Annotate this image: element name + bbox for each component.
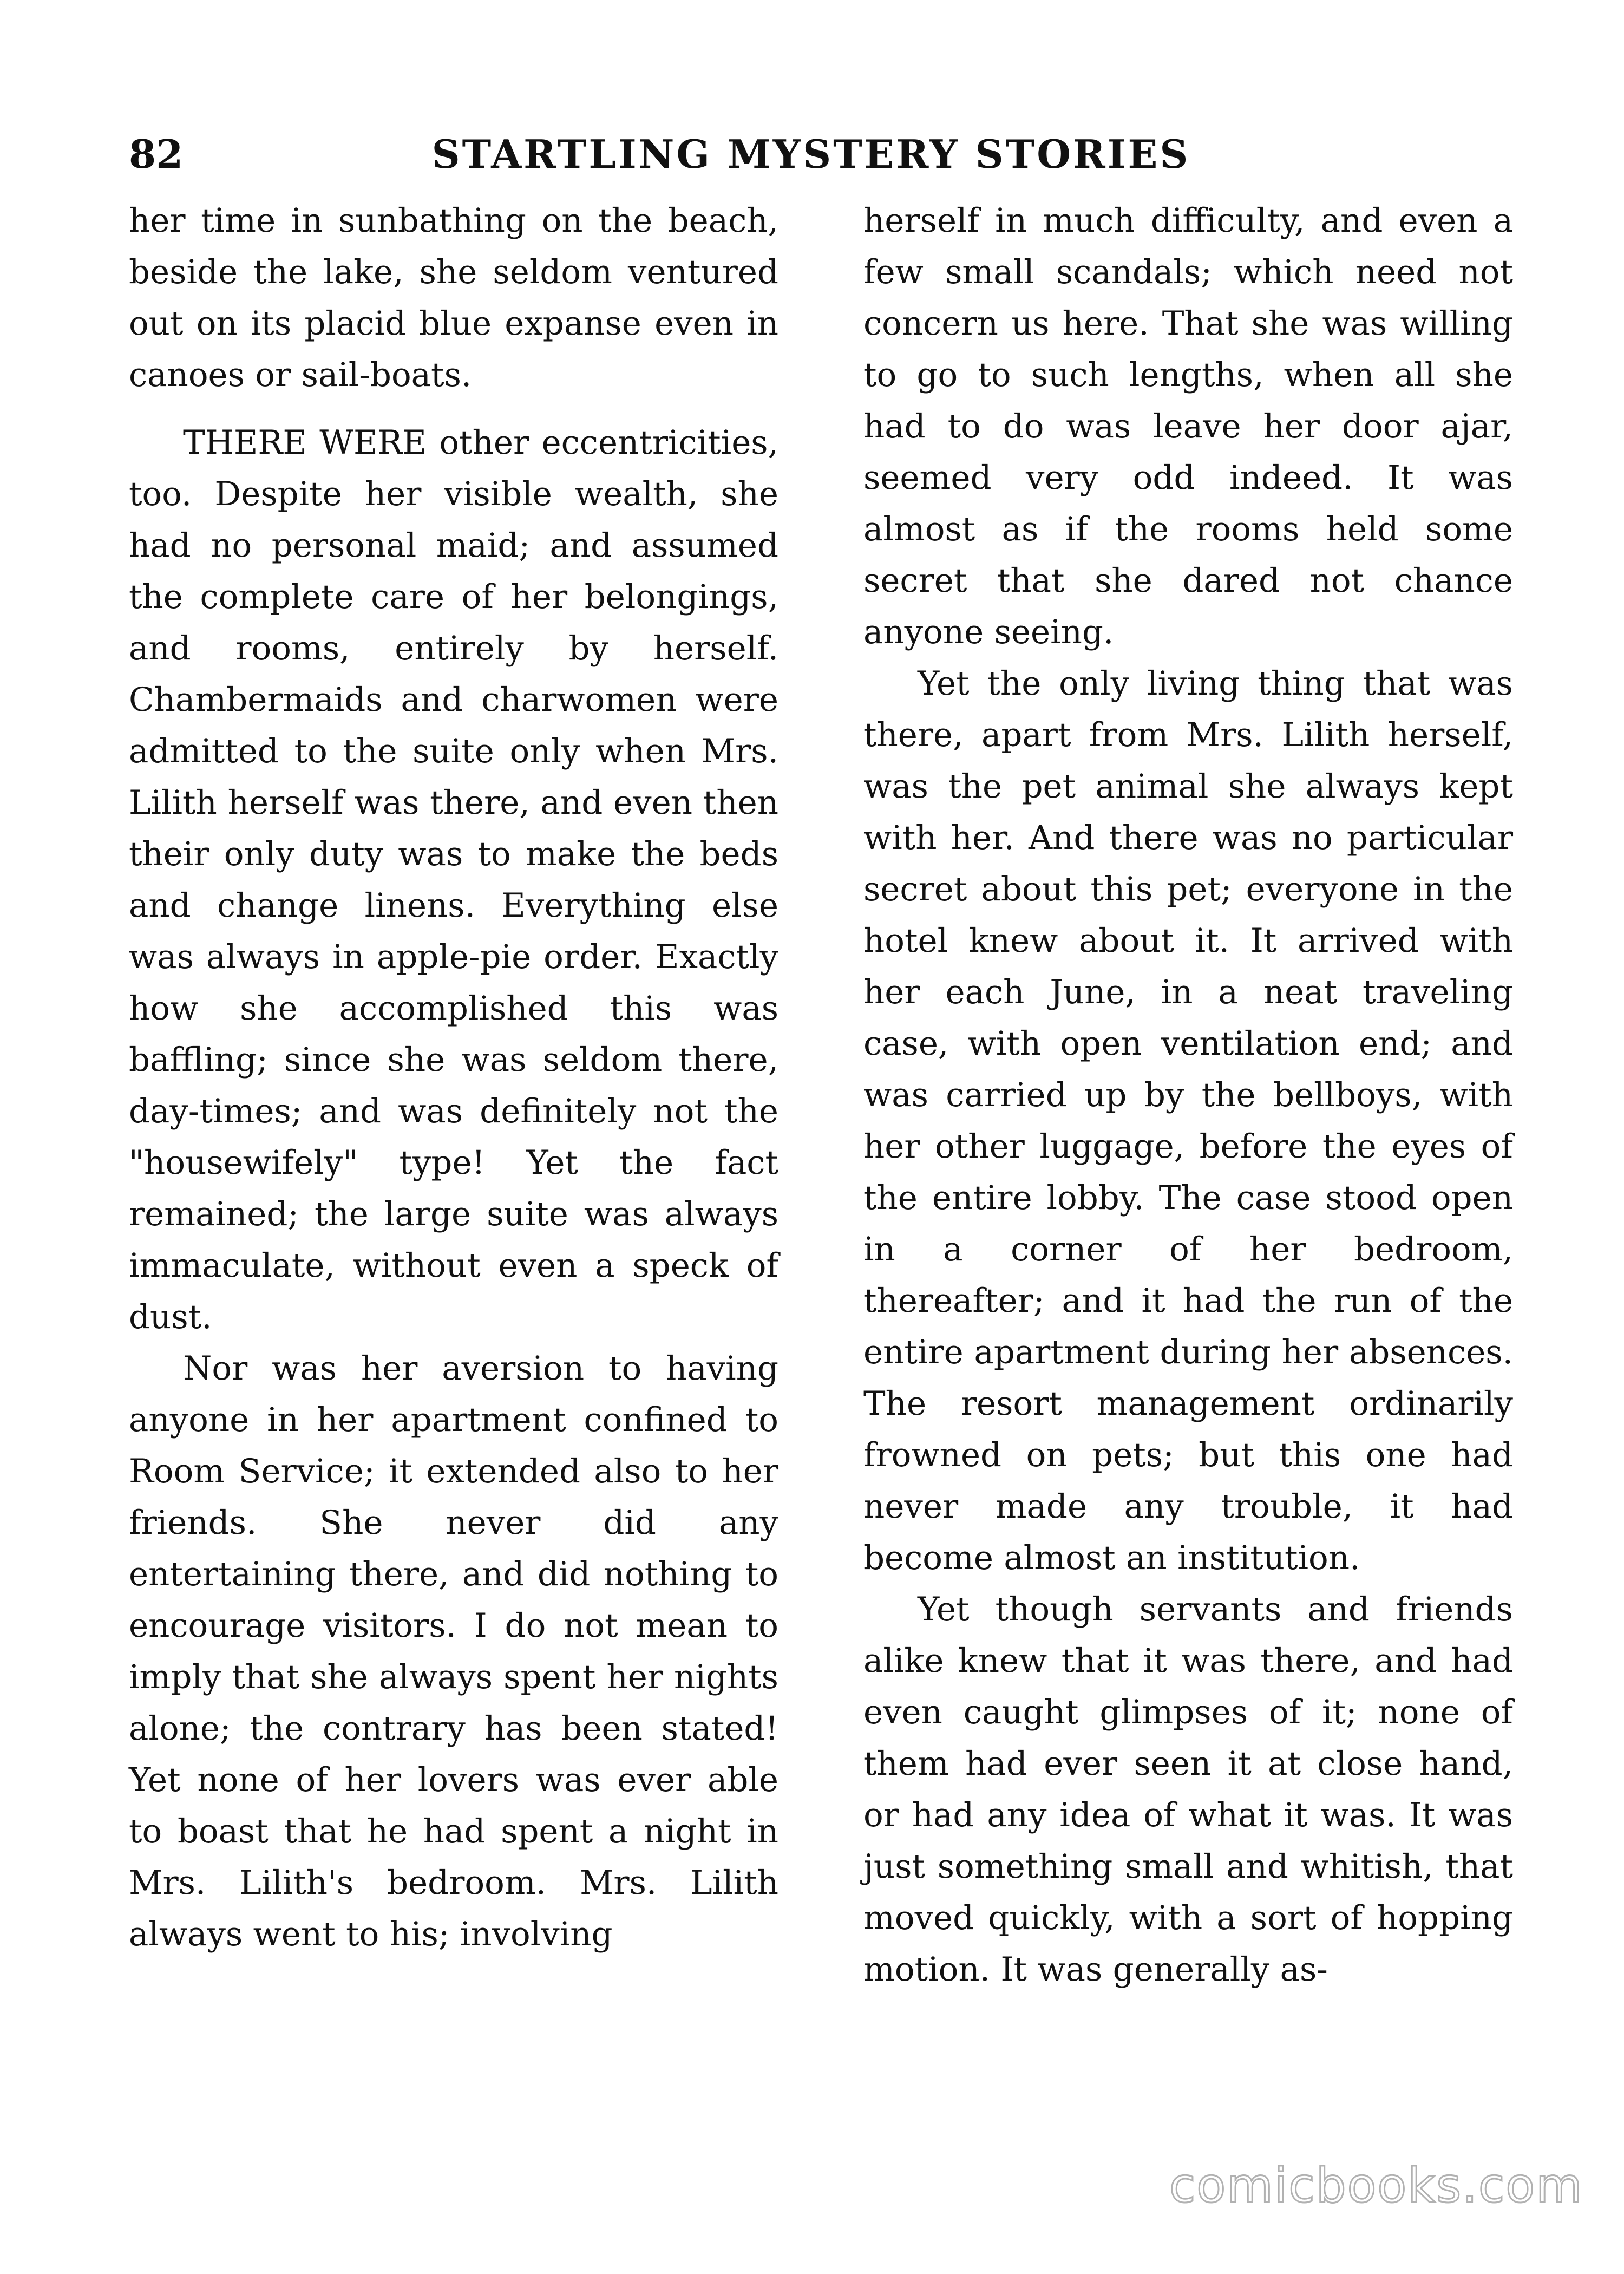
- paragraph: her time in sunbathing on the beach, beside the lake, she seldom ventured out on its placid blue expanse even in canoes or sail-boats.: [129, 201, 778, 394]
- paragraph: herself in much difficulty, and even a few small scandals; which need not concern us here. That she was willing to go to such lengths, when all she had to do was leave her door ajar, seemed very odd indeed. It was almost as if the rooms held some secret that she dared not chance anyone seeing.: [863, 201, 1513, 651]
- right-column: [863, 195, 1513, 1995]
- left-column: [129, 195, 778, 1960]
- paragraph: Nor was her aversion to having anyone in her apartment confined to Room Service; it extended also to her friends. She never did any entertaining there, and did nothing to encourage visitors. I do not mean to imply that she always spent her nights alone; the contrary has been stated! Yet none of her lovers was ever able to boast that he had spent a night in Mrs. Lilith's bedroom. Mrs. Lilith always went to his; involving: [129, 1349, 778, 1953]
- paragraph: Yet though servants and friends alike knew that it was there, and had even caught glimpses of it; none of them had ever seen it at close hand, or had any idea of what it was. It was just something small and whitish, that moved quickly, with a sort of hopping motion. It was generally as-: [863, 1590, 1513, 1989]
- page-number: 82: [129, 131, 184, 177]
- page-header: [129, 127, 1493, 187]
- watermark: comicbooks.com: [1169, 2158, 1583, 2213]
- paragraph: Yet the only living thing that was there, apart from Mrs. Lilith herself, was the pet animal she always kept with her. And there was no particular secret about this pet; everyone in the hotel knew about it. It arrived with her each June, in a neat traveling case, with open ventilation end; and was carried up by the bellboys, with her other luggage, before the eyes of the entire lobby. The case stood open in a corner of her bedroom, thereafter; and it had the run of the entire apartment during her absences. The resort management ordinarily frowned on pets; but this one had never made any trouble, it had become almost an institution.: [863, 664, 1513, 1577]
- paragraph: THERE WERE other eccentricities, too. Despite her visible wealth, she had no personal maid; and assumed the complete care of her belongings, and rooms, entirely by herself. Chambermaids and charwomen were admitted to the suite only when Mrs. Lilith herself was there, and even then their only duty was to make the beds and change linens. Everything else was always in apple-pie order. Exactly how she accomplished this was baffling; since she was seldom there, day-times; and was definitely not the "housewifely" type! Yet the fact remained; the large suite was always immaculate, without even a speck of dust.: [129, 423, 778, 1336]
- running-title: STARTLING MYSTERY STORIES: [431, 131, 1190, 177]
